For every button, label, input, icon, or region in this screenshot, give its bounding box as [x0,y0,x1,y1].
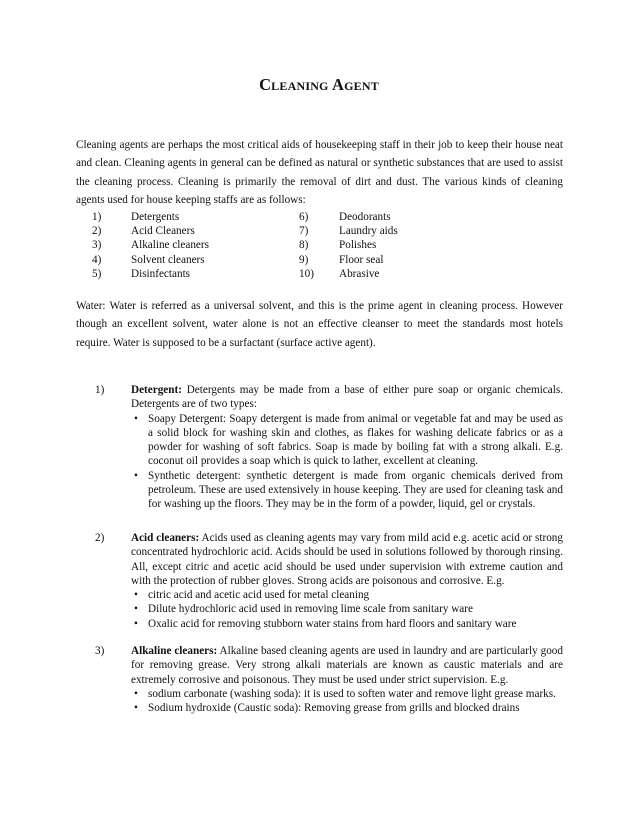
bullet-item [131,412,563,469]
bullet-item [131,687,563,701]
section-heading: Acid cleaners: [131,532,200,544]
bullet-item [131,469,563,512]
section-text: Acids used as cleaning agents may vary from mild acid e.g. acetic acid or strong concentrated hydrochloric acid. Acids should be used in solutions followed by thorough rinsing. All, except citric and acetic acid should be used under supervision with extreme caution and with the protection of rubber gloves. Strong acids are poisonous and corrosive. E.g. [131,532,563,587]
section-body [131,644,563,715]
list-number: 4) [92,253,102,266]
section-paragraph [131,644,563,687]
section-paragraph [131,531,563,588]
list-item: Abrasive [339,267,380,280]
bullet-item [131,701,563,715]
section-number: 1) [95,384,105,396]
bullet-text: Sodium hydroxide (Caustic soda): Removing grease from grills and blocked drains [148,702,520,715]
bullet-icon: • [134,603,138,616]
list-number: 6) [299,211,309,223]
list-item: Alkaline cleaners [131,239,209,252]
bullet-icon: • [134,412,138,425]
bullet-text: Oxalic acid for removing stubborn water stains from hard floors and sanitary ware [148,617,517,630]
section-number: 3) [95,645,105,657]
bullet-icon: • [134,469,138,482]
section-heading: Detergent: [131,384,182,396]
bullet-item [131,602,563,616]
bullet-item [131,617,563,631]
list-item: Solvent cleaners [131,253,205,266]
section-text: Alkaline based cleaning agents are used in laundry and are particularly good for removing grease. Very strong alkali materials are known as caustic materials and are extremely corrosive and poisonous. They must be used under strict supervision. E.g. [131,645,563,686]
list-number: 7) [299,225,309,238]
section-number: 2) [95,532,105,544]
page-title: Cleaning Agent [259,75,379,94]
list-number: 9) [299,253,309,266]
bullet-text: sodium carbonate (washing soda): it is used to soften water and remove light grease marks. [148,687,556,700]
list-right-items [339,210,398,281]
section-heading: Alkaline cleaners: [131,645,218,657]
list-number: 1) [92,211,102,223]
intro-paragraph: Cleaning agents are perhaps the most critical aids of housekeeping staff in their job to keep their house neat and clean. Cleaning agents in general can be defined as natural or synthetic substances that are used to assist the cleaning process. Cleaning is primarily the removal of dirt and dust. The various kinds of cleaning agents used for house keeping staffs are as follows: [76,139,563,206]
list-number: 10) [299,267,314,280]
bullet-icon: • [134,589,138,602]
list-item: Acid Cleaners [131,225,195,238]
list-number: 5) [92,267,102,280]
bullet-icon: • [134,687,138,700]
section-body [131,383,563,512]
list-left-items [131,210,209,281]
section-text: Detergents may be made from a base of either pure soap or organic chemicals. Detergents are of two types: [131,384,563,411]
section-paragraph [131,383,563,412]
water-paragraph: Water: Water is referred as a universal solvent, and this is the prime agent in cleaning process. However though an excellent solvent, water alone is not an effective cleanser to meet the standards most hotels require. Water is supposed to be a surfactant (surface active agent). [76,300,563,349]
bullet-icon: • [134,617,138,630]
bullet-text: citric acid and acetic acid used for metal cleaning [148,589,370,602]
list-number: 2) [92,225,102,238]
list-item: Deodorants [339,211,391,223]
bullet-text: Synthetic detergent: synthetic detergent is made from organic chemicals derived from petroleum. These are used extensively in house keeping. They are used for cleaning task and for washing up the floors. They may be in the form of a powder, liquid, gel or crystals. [148,469,563,511]
list-item: Floor seal [339,253,384,266]
list-item: Disinfectants [131,267,191,280]
list-item: Polishes [339,239,377,252]
bullet-text: Dilute hydrochloric acid used in removing lime scale from sanitary ware [148,603,473,616]
list-item: Detergents [131,211,180,223]
list-item: Laundry aids [339,225,398,238]
list-right-numbers [299,210,314,281]
list-number: 8) [299,239,309,252]
bullet-item [131,588,563,602]
section-body [131,531,563,631]
list-number: 3) [92,239,102,252]
bullet-text: Soapy Detergent: Soapy detergent is made from animal or vegetable fat and may be used as a solid block for washing skin and clothes, as flakes for washing delicate fabrics or as a powder for washing of soft fabrics. Soap is made by boiling fat with a strong alkali. E.g. coconut oil provides a soap which is quick to lather, excellent at cleaning. [148,412,563,468]
bullet-icon: • [134,702,138,715]
list-left-numbers [92,210,101,281]
